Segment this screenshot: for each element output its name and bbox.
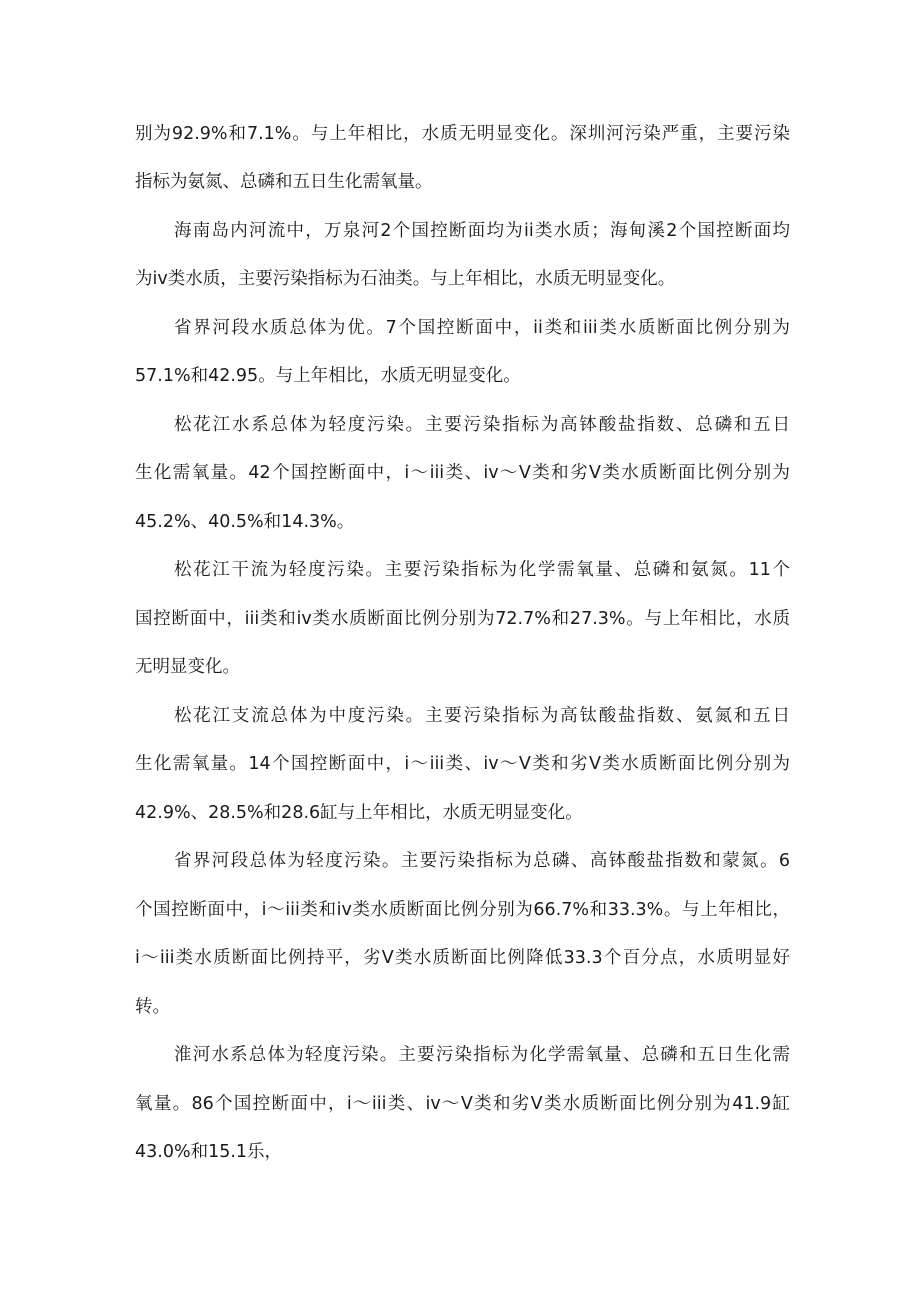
paragraph-7-line-4: 转。	[135, 997, 170, 1017]
paragraph-5-line-1: 松花江干流为轻度污染。主要污染指标为化学需氧量、总磷和氨氮。11个	[174, 560, 790, 580]
paragraph-6-line-2: 生化需氧量。14个国控断面中，i～iii类、iv～V类和劣V类水质断面比例分别为	[135, 754, 790, 774]
paragraph-8-line-1: 淮河水系总体为轻度污染。主要污染指标为化学需氧量、总磷和五日生化需	[174, 1045, 790, 1065]
paragraph-8-line-2: 氧量。86个国控断面中，i～iii类、iv～V类和劣V类水质断面比例分别为41.9缸	[135, 1094, 790, 1114]
paragraph-3-line-1: 省界河段水质总体为优。7个国控断面中，ii类和iii类水质断面比例分别为	[174, 318, 790, 338]
paragraph-7-line-1: 省界河段总体为轻度污染。主要污染指标为总磷、高钵酸盐指数和蒙氮。6	[174, 851, 790, 871]
paragraph-6-line-1: 松花江支流总体为中度污染。主要污染指标为高钛酸盐指数、氨氮和五日	[174, 706, 790, 726]
paragraph-8-line-3: 43.0%和15.1乐，	[135, 1142, 283, 1162]
paragraph-2-line-2: 为iv类水质，主要污染指标为石油类。与上年相比，水质无明显变化。	[135, 269, 676, 289]
paragraph-5-line-2: 国控断面中，iii类和iv类水质断面比例分别为72.7%和27.3%。与上年相比，水质	[135, 609, 790, 629]
paragraph-1-line-2: 指标为氨氮、总磷和五日生化需氧量。	[135, 172, 433, 192]
paragraph-2-line-1: 海南岛内河流中，万泉河2个国控断面均为ii类水质；海甸溪2个国控断面均	[174, 221, 790, 241]
paragraph-4-line-2: 生化需氧量。42个国控断面中，i～iii类、iv～V类和劣V类水质断面比例分别为	[135, 463, 790, 483]
paragraph-5-line-3: 无明显变化。	[135, 657, 240, 677]
paragraph-4-line-3: 45.2%、40.5%和14.3%。	[135, 512, 355, 532]
paragraph-6-line-3: 42.9%、28.5%和28.6缸与上年相比，水质无明显变化。	[135, 803, 583, 823]
paragraph-7-line-3: i～iii类水质断面比例持平，劣V类水质断面比例降低33.3个百分点，水质明显好	[135, 948, 790, 968]
paragraph-7-line-2: 个国控断面中，i～iii类和iv类水质断面比例分别为66.7%和33.3%。与上年相比，	[135, 900, 790, 920]
paragraph-4-line-1: 松花江水系总体为轻度污染。主要污染指标为高钵酸盐指数、总磷和五日	[174, 415, 790, 435]
paragraph-1-line-1: 别为92.9%和7.1%。与上年相比，水质无明显变化。深圳河污染严重，主要污染	[135, 124, 790, 144]
paragraph-3-line-2: 57.1%和42.95。与上年相比，水质无明显变化。	[135, 366, 521, 386]
